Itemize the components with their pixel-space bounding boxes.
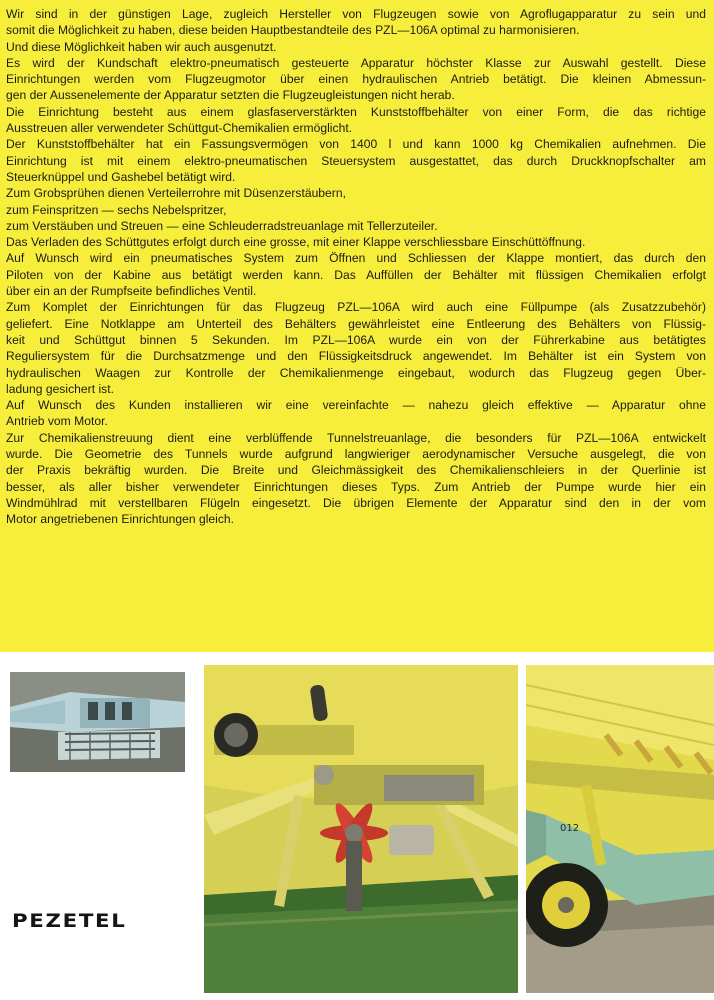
text-line: über ein an der Rumpfseite befindliches Ventil. <box>6 284 257 299</box>
text-line: Antrieb vom Motor. <box>6 414 108 429</box>
text-line: Motor angetriebenen Einrichtungen gleich. <box>6 512 235 527</box>
text-line: Wir sind in der günstigen Lage, zugleich Hersteller von Flugzeugen sowie von Agroflugapparatur zu sein und <box>6 7 706 21</box>
text-line: Zum Grobsprühen dienen Verteilerrohre mit Düsenzerstäubern, <box>6 186 346 201</box>
photo-section <box>0 652 714 1000</box>
text-line: Ausstreuen aller verwendeter Schüttgut-Chemikalien ermöglicht. <box>6 121 353 136</box>
text-line: Zur Chemikalienstreuung dient eine verblüffende Tunnelstreuanlage, die besonders für PZL—106A entwickelt <box>6 430 706 445</box>
text-line: Zum Komplet der Einrichtungen für das Flugzeug PZL—106A wird auch eine Füllpumpe (als Zusatzzubehör) <box>6 300 706 315</box>
aircraft-gear-photo <box>526 665 714 993</box>
text-line: zum Verstäuben und Streuen — eine Schleuderradstreuanlage mit Tellerzuteiler. <box>6 218 438 233</box>
pezetel-logo: PEZETEL <box>12 910 127 932</box>
text-line: somit die Möglichkeit zu haben, diese beiden Hauptbestandteile des PZL—106A optimal zu harmonisieren. <box>6 23 580 38</box>
text-line: geliefert. Eine Notklappe am Unterteil des Behälters gewährleistet eine Entleerung des Behälters von Flüssig- <box>6 316 706 331</box>
spreader-unit-photo <box>10 672 185 772</box>
text-line: Einrichtungen werden vom Flugzeugmotor über einen hydraulischen Antrieb betätigt. Die kleinen Abmessun- <box>6 72 706 87</box>
text-line: Und diese Möglichkeit haben wir auch ausgenutzt. <box>6 39 277 54</box>
aircraft-marking-text: 012 <box>560 823 580 834</box>
text-line: Einrichtung ist mit einem elektro-pneumatischen Steuersystem ausgestattet, das durch Druckknopfschalter am <box>6 153 706 168</box>
text-line: Das Verladen des Schüttgutes erfolgt durch eine grosse, mit einer Klappe verschliessbare Einschüttöffnung. <box>6 235 586 250</box>
text-line: Windmühlrad mit verstellbaren Flügeln eingesetzt. Die übrigen Elemente der Apparatur sind den in der vom <box>6 495 706 510</box>
text-line: ladung gesichert ist. <box>6 381 114 396</box>
text-line: der Praxis bekräftig wurden. Die Breite und Gleichmässigkeit des Chemikalienschleiers in der Querlinie ist <box>6 463 706 478</box>
text-line: keit und Schüttgut binnen 5 Sekunden. Im PZL—106A wurde ein von der Führerkabine aus betätigtes <box>6 332 706 347</box>
text-line: Auf Wunsch des Kunden installieren wir eine vereinfachte — nahezu gleich effektive — Apparatur ohne <box>6 398 706 413</box>
body-text <box>6 6 706 528</box>
aircraft-underside-photo <box>204 665 518 993</box>
text-line: hydraulischen Waagen zur Kontrolle der Chemikalienmenge eingebaut, wodurch das Flugzeug gegen Über- <box>6 365 706 380</box>
text-line: zum Feinspritzen — sechs Nebelspritzer, <box>6 202 227 217</box>
text-line: Piloten von der Kabine aus betätigt werden kann. Das Auffüllen der Behälter mit flüssigen Chemikalien erfolgt <box>6 267 706 282</box>
text-line: besser, als aller bisher verwendeter Einrichtungen dieses Typs. Zum Antrieb der Pumpe wurde hier ein <box>6 479 706 494</box>
text-line: Steuerknüppel und Gashebel betätigt wird. <box>6 169 236 184</box>
text-line: Die Einrichtung besteht aus einem glasfaserverstärkten Kunststoffbehälter von einer Form, die das richtige <box>6 104 706 119</box>
text-line: wurde. Die Geometrie des Tunnels wurde aufgrund langwieriger aerodynamischer Versuche ausgelegt, die von <box>6 447 706 462</box>
text-line: Auf Wunsch wird ein pneumatisches System zum Öffnen und Schliessen der Klappe montiert, das durch den <box>6 251 706 266</box>
text-line: Es wird der Kundschaft elektro-pneumatisch gesteuerte Apparatur höchster Klasse zur Auswahl gestellt. Diese <box>6 55 706 70</box>
text-line: gen der Aussenelemente der Apparatur setzten die Flugzeugleistungen nicht herab. <box>6 88 455 103</box>
text-line: Der Kunststoffbehälter hat ein Fassungsvermögen von 1400 l und kann 1000 kg Chemikalien aufnehmen. Die <box>6 137 706 152</box>
text-line: Reguliersystem für die Durchsatzmenge und den Flüssigkeitsdruck angewendet. Im Behälter ist ein System von <box>6 349 706 364</box>
